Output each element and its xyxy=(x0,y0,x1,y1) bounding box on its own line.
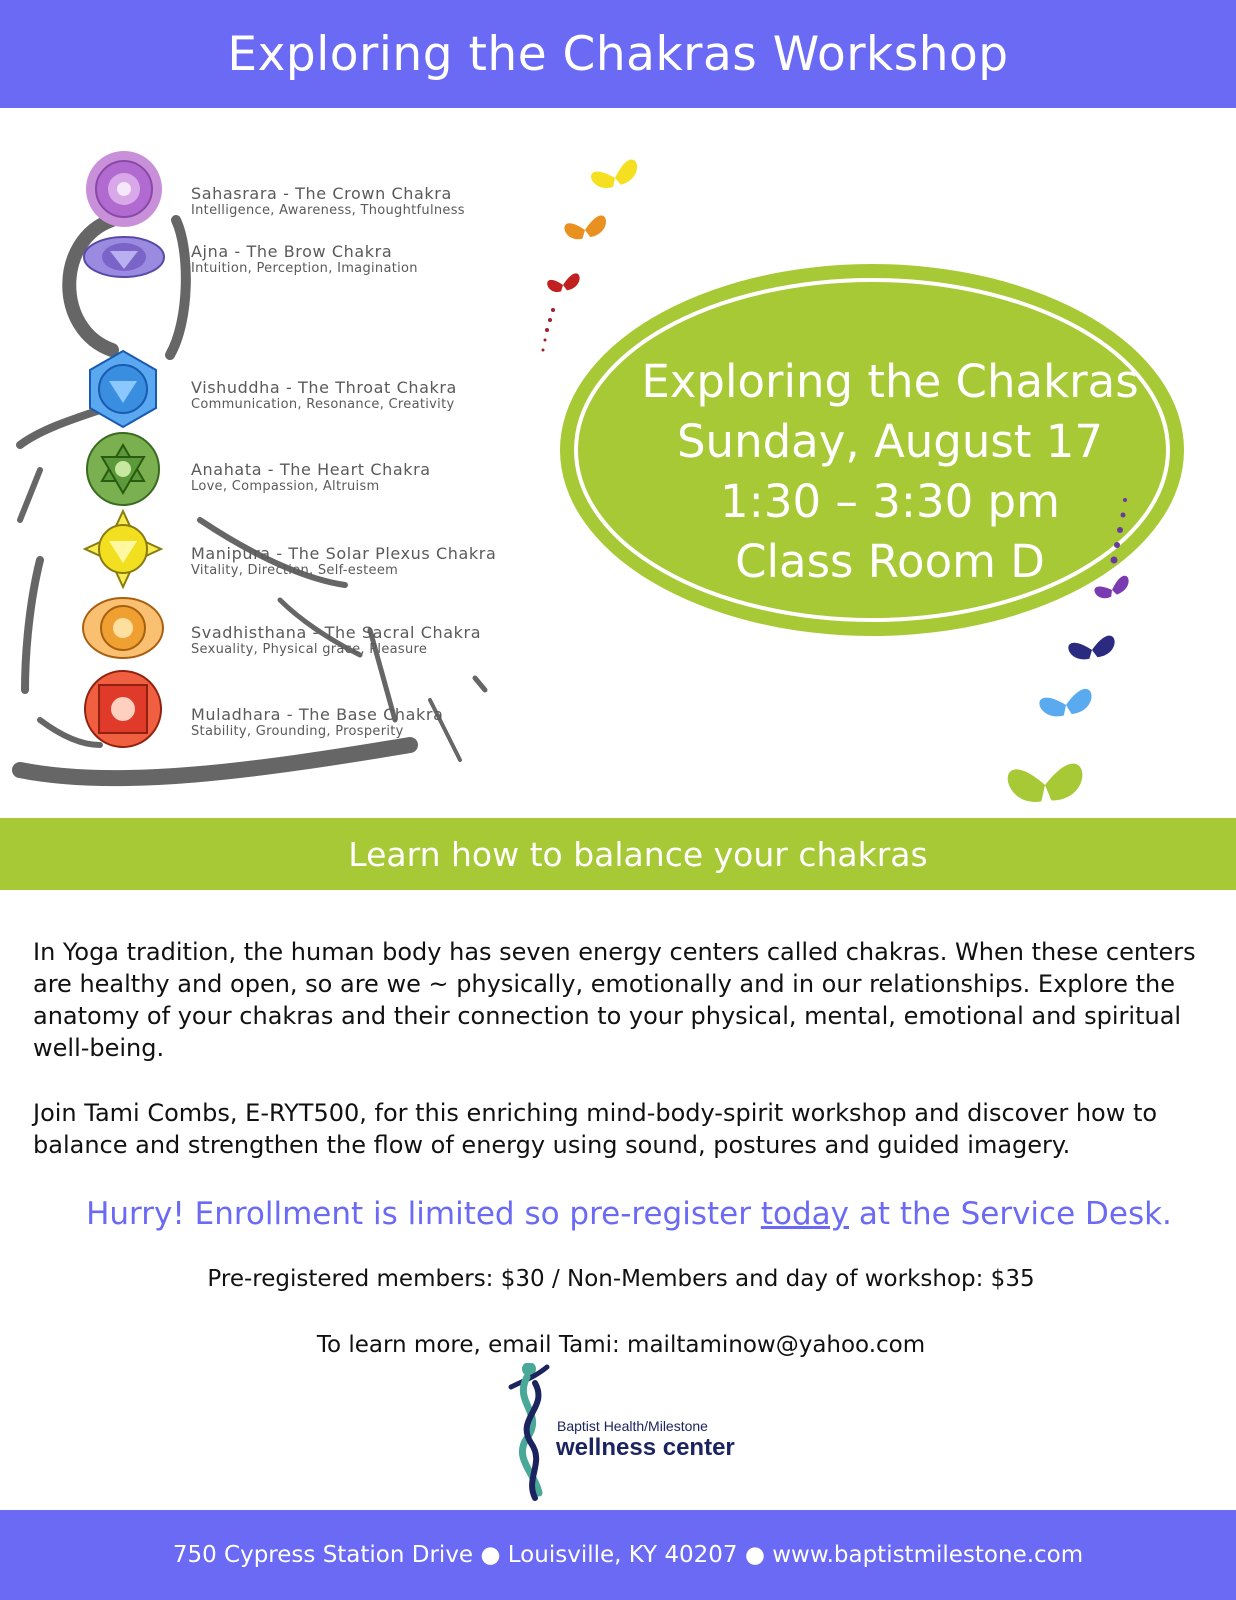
butterfly-yellow-icon xyxy=(589,158,641,191)
chakra-traits: Love, Compassion, Altruism xyxy=(191,479,380,494)
dotted-trail-top xyxy=(542,308,556,352)
chakra-label-throat xyxy=(191,380,457,411)
butterfly-red-icon xyxy=(546,273,581,294)
chakra-name: Svadhisthana - The Sacral Chakra xyxy=(191,623,482,642)
event-title: Exploring the Chakras xyxy=(641,355,1139,408)
page-title: Exploring the Chakras Workshop xyxy=(0,0,1236,108)
butterfly-blue-icon xyxy=(1038,688,1094,719)
crown-chakra-icon xyxy=(86,151,162,227)
contact-info: To learn more, email Tami: mailtaminow@yahoo.com xyxy=(316,1332,926,1358)
heart-chakra-icon xyxy=(87,433,159,505)
chakra-name: Manipura - The Solar Plexus Chakra xyxy=(191,544,497,563)
chakra-traits: Sexuality, Physical grace, Pleasure xyxy=(191,642,428,657)
butterfly-navy-icon xyxy=(1067,635,1116,662)
description-paragraph-1: In Yoga tradition, the human body has seven energy centers called chakras. When these centers are healthy and open, so are we ~ physically, emotionally and in our relationships. Explore the anatomy of your chakras and their connection to your physical, mental, emotional and spiritual well-being. xyxy=(33,938,1196,1062)
base-chakra-icon xyxy=(85,671,161,747)
chakra-traits: Vitality, Direction, Self-esteem xyxy=(191,563,399,578)
call-to-action xyxy=(0,1196,1236,1232)
chakra-name: Ajna - The Brow Chakra xyxy=(191,242,393,261)
cta-text-after: at the Service Desk. xyxy=(848,1196,1172,1232)
chakra-traits: Communication, Resonance, Creativity xyxy=(191,397,455,412)
pricing-info: Pre-registered members: $30 / Non-Members and day of workshop: $35 xyxy=(207,1266,1035,1292)
chakra-name: Sahasrara - The Crown Chakra xyxy=(191,184,452,203)
logo-text-line1: Baptist Health/Milestone xyxy=(557,1418,708,1434)
description-paragraph-2: Join Tami Combs, E-RYT500, for this enriching mind-body-spirit workshop and discover how to balance and strengthen the flow of energy using sound, postures and guided imagery. xyxy=(33,1099,1158,1159)
chakra-label-sacral xyxy=(191,625,481,656)
cta-today: today xyxy=(760,1196,849,1232)
chakra-label-heart xyxy=(191,462,431,493)
event-room: Class Room D xyxy=(735,535,1045,588)
chakra-traits: Stability, Grounding, Prosperity xyxy=(191,724,404,739)
logo-text-line2: wellness center xyxy=(556,1434,735,1461)
chakra-label-brow xyxy=(191,244,418,275)
brow-chakra-icon xyxy=(84,237,164,277)
chakra-name: Muladhara - The Base Chakra xyxy=(191,705,444,724)
butterfly-green-icon xyxy=(1007,763,1085,804)
event-time: 1:30 – 3:30 pm xyxy=(720,475,1060,528)
chakra-label-solar-plexus xyxy=(191,546,496,577)
chakra-label-crown xyxy=(191,186,465,217)
butterfly-orange-icon xyxy=(563,215,608,242)
tagline-banner: Learn how to balance your chakras xyxy=(0,818,1236,890)
event-details xyxy=(592,352,1188,592)
sacral-chakra-icon xyxy=(83,598,163,658)
throat-chakra-icon xyxy=(90,351,156,427)
solar-plexus-chakra-icon xyxy=(85,511,161,587)
chakra-traits: Intelligence, Awareness, Thoughtfulness xyxy=(191,203,465,218)
footer-address: 750 Cypress Station Drive ● Louisville, KY 40207 ● www.baptistmilestone.com xyxy=(0,1510,1236,1600)
chakra-name: Anahata - The Heart Chakra xyxy=(191,460,431,479)
chakra-label-base xyxy=(191,707,443,738)
chakra-traits: Intuition, Perception, Imagination xyxy=(191,261,418,276)
cta-text-before: Hurry! Enrollment is limited so pre-register xyxy=(86,1196,761,1232)
event-date: Sunday, August 17 xyxy=(676,415,1104,468)
chakra-name: Vishuddha - The Throat Chakra xyxy=(191,378,457,397)
